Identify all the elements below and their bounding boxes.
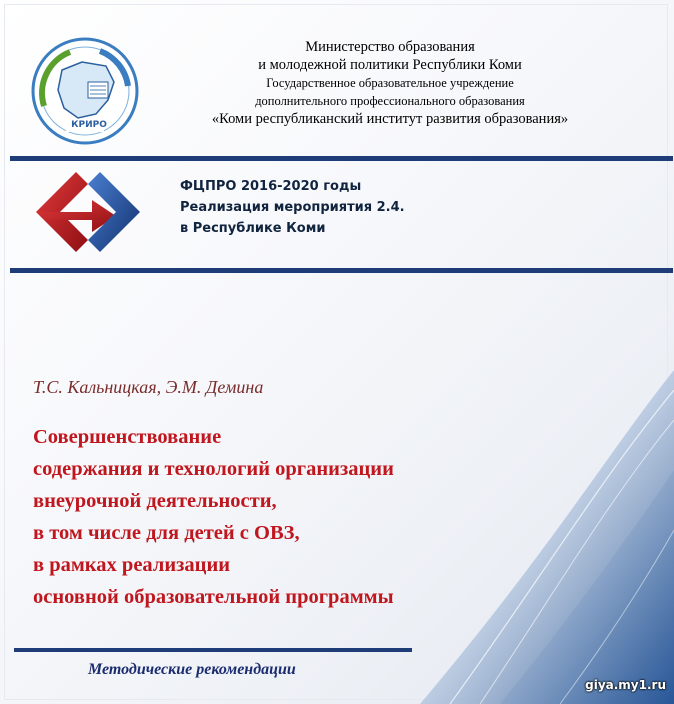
logo-text: КРИРО (71, 120, 107, 130)
document-subtitle: Методические рекомендации (88, 661, 296, 678)
title-line: в том числе для детей с ОВЗ, (33, 522, 300, 544)
program-line-3: в Республике Коми (180, 221, 326, 236)
title-line: Совершенствование (33, 426, 222, 448)
program-line-1: ФЦПРО 2016-2020 годы (180, 179, 362, 194)
header-text (145, 38, 635, 128)
ministry-line-2: и молодежной политики Республики Коми (258, 57, 522, 73)
title-line: в рамках реализации (33, 554, 231, 576)
divider-top (10, 156, 673, 161)
fcpro-arrows-icon (28, 170, 148, 254)
institution-line-3: «Коми республиканский институт развития образования» (211, 111, 569, 127)
divider-bottom (14, 648, 412, 652)
institution-line-2: дополнительного профессионального образования (255, 94, 525, 108)
title-line: внеурочной деятельности, (33, 490, 277, 512)
title-line: основной образовательной программы (33, 586, 394, 608)
program-line-2: Реализация мероприятия 2.4. (180, 200, 405, 215)
program-info (180, 176, 405, 239)
watermark: giya.my1.ru (585, 678, 666, 692)
institution-line-1: Государственное образовательное учреждение (266, 76, 514, 90)
document-title (33, 421, 394, 613)
decorative-swoosh (390, 330, 674, 704)
ministry-line-1: Министерство образования (305, 39, 475, 55)
title-line: содержания и технологий организации (33, 458, 394, 480)
divider-middle (10, 268, 673, 273)
authors: Т.С. Кальницкая, Э.М. Демина (33, 377, 264, 397)
